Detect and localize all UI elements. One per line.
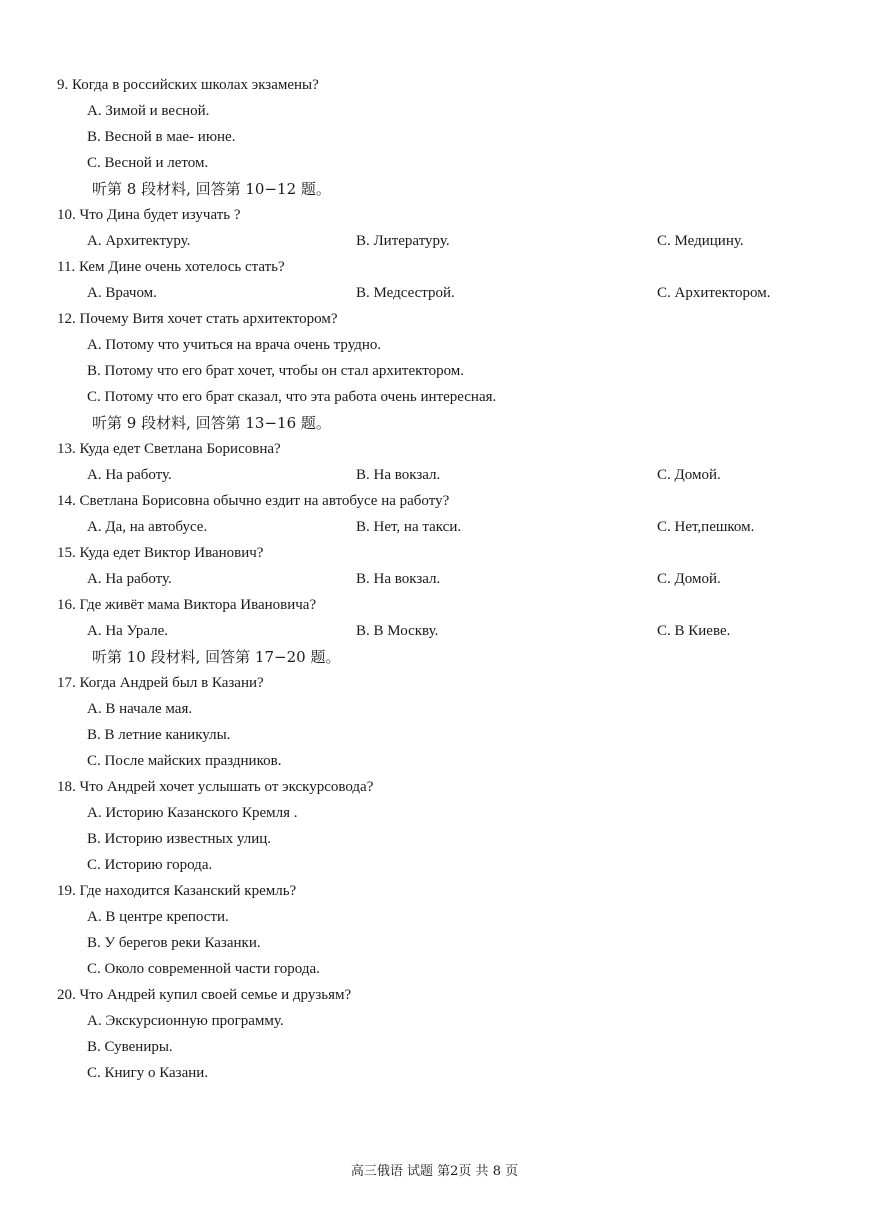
answer-options-row [0, 228, 869, 254]
answer-option-row [0, 98, 869, 124]
answer-options-row [0, 514, 869, 540]
answer-option-a: A. На Урале. [87, 623, 169, 639]
question-text: 10. Что Дина будет изучать ? [57, 207, 241, 223]
answer-option-row [0, 1008, 869, 1034]
answer-option-c: C. Домой. [657, 571, 721, 587]
answer-option: B. В летние каникулы. [87, 727, 231, 743]
answer-option: A. Зимой и весной. [87, 103, 210, 119]
answer-option-b: B. На вокзал. [356, 467, 441, 483]
answer-option-c: C. Архитектором. [657, 285, 771, 301]
answer-option: C. Весной и летом. [87, 155, 209, 171]
answer-option-b: B. Литературу. [356, 233, 450, 249]
answer-option: A. В центре крепости. [87, 909, 229, 925]
answer-option: C. Историю города. [87, 857, 213, 873]
question-text: 20. Что Андрей купил своей семье и друзьям? [57, 987, 352, 1003]
question-text: 14. Светлана Борисовна обычно ездит на автобусе на работу? [57, 493, 450, 509]
question-text: 15. Куда едет Виктор Иванович? [57, 545, 264, 561]
answer-option: B. У берегов реки Казанки. [87, 935, 261, 951]
answer-options-row [0, 566, 869, 592]
answer-option-c: C. Домой. [657, 467, 721, 483]
answer-option-b: B. В Москву. [356, 623, 439, 639]
answer-option: B. Сувениры. [87, 1039, 173, 1055]
section-instruction-row [0, 644, 869, 670]
answer-option-a: A. На работу. [87, 571, 172, 587]
answer-option: A. Экскурсионную программу. [87, 1013, 284, 1029]
question-text: 18. Что Андрей хочет услышать от экскурсовода? [57, 779, 374, 795]
answer-option-row [0, 956, 869, 982]
answer-option: B. Потому что его брат хочет, чтобы он стал архитектором. [87, 363, 465, 379]
answer-option-row [0, 358, 869, 384]
question-text: 17. Когда Андрей был в Казани? [57, 675, 264, 691]
answer-option-row [0, 852, 869, 878]
question-text: 12. Почему Витя хочет стать архитектором? [57, 311, 338, 327]
answer-option: B. Весной в мае- июне. [87, 129, 236, 145]
answer-option: C. Около современной части города. [87, 961, 320, 977]
answer-option: C. Потому что его брат сказал, что эта работа очень интересная. [87, 389, 497, 405]
section-instruction: 听第 9 段材料, 回答第 13−16 题。 [92, 414, 331, 432]
answer-options-row [0, 618, 869, 644]
answer-option-b: B. На вокзал. [356, 571, 441, 587]
section-instruction-row [0, 410, 869, 436]
answer-option: A. Потому что учиться на врача очень трудно. [87, 337, 382, 353]
answer-option-row [0, 722, 869, 748]
answer-option-c: C. Медицину. [657, 233, 744, 249]
answer-option-a: A. На работу. [87, 467, 172, 483]
answer-option-row [0, 930, 869, 956]
answer-option: C. Книгу о Казани. [87, 1065, 209, 1081]
answer-option-c: C. Нет,пешком. [657, 519, 755, 535]
answer-option-c: C. В Киеве. [657, 623, 731, 639]
answer-option-row [0, 826, 869, 852]
answer-option-row [0, 696, 869, 722]
answer-option-row [0, 384, 869, 410]
question-text: 9. Когда в российских школах экзамены? [57, 77, 319, 93]
answer-options-row [0, 280, 869, 306]
answer-option: C. После майских праздников. [87, 753, 282, 769]
answer-option-row [0, 1034, 869, 1060]
answer-option-row [0, 150, 869, 176]
answer-option-a: A. Архитектуру. [87, 233, 191, 249]
answer-option: A. В начале мая. [87, 701, 193, 717]
answer-option-row [0, 800, 869, 826]
section-instruction: 听第 10 段材料, 回答第 17−20 题。 [92, 648, 341, 666]
section-instruction: 听第 8 段材料, 回答第 10−12 题。 [92, 180, 331, 198]
section-instruction-row [0, 176, 869, 202]
answer-option-row [0, 748, 869, 774]
answer-option-b: B. Нет, на такси. [356, 519, 462, 535]
answer-option-a: A. Врачом. [87, 285, 157, 301]
answer-option-a: A. Да, на автобусе. [87, 519, 208, 535]
answer-option-row [0, 904, 869, 930]
question-text: 13. Куда едет Светлана Борисовна? [57, 441, 281, 457]
answer-option-b: B. Медсестрой. [356, 285, 455, 301]
answer-option-row [0, 332, 869, 358]
question-text: 11. Кем Дине очень хотелось стать? [57, 259, 285, 275]
question-text: 19. Где находится Казанский кремль? [57, 883, 297, 899]
answer-options-row [0, 462, 869, 488]
page-footer: 高三俄语 试题 第2页 共 8 页 [350, 1164, 519, 1179]
answer-option-row [0, 124, 869, 150]
question-text: 16. Где живёт мама Виктора Ивановича? [57, 597, 317, 613]
answer-option: B. Историю известных улиц. [87, 831, 272, 847]
answer-option-row [0, 1060, 869, 1086]
answer-option: A. Историю Казанского Кремля . [87, 805, 298, 821]
